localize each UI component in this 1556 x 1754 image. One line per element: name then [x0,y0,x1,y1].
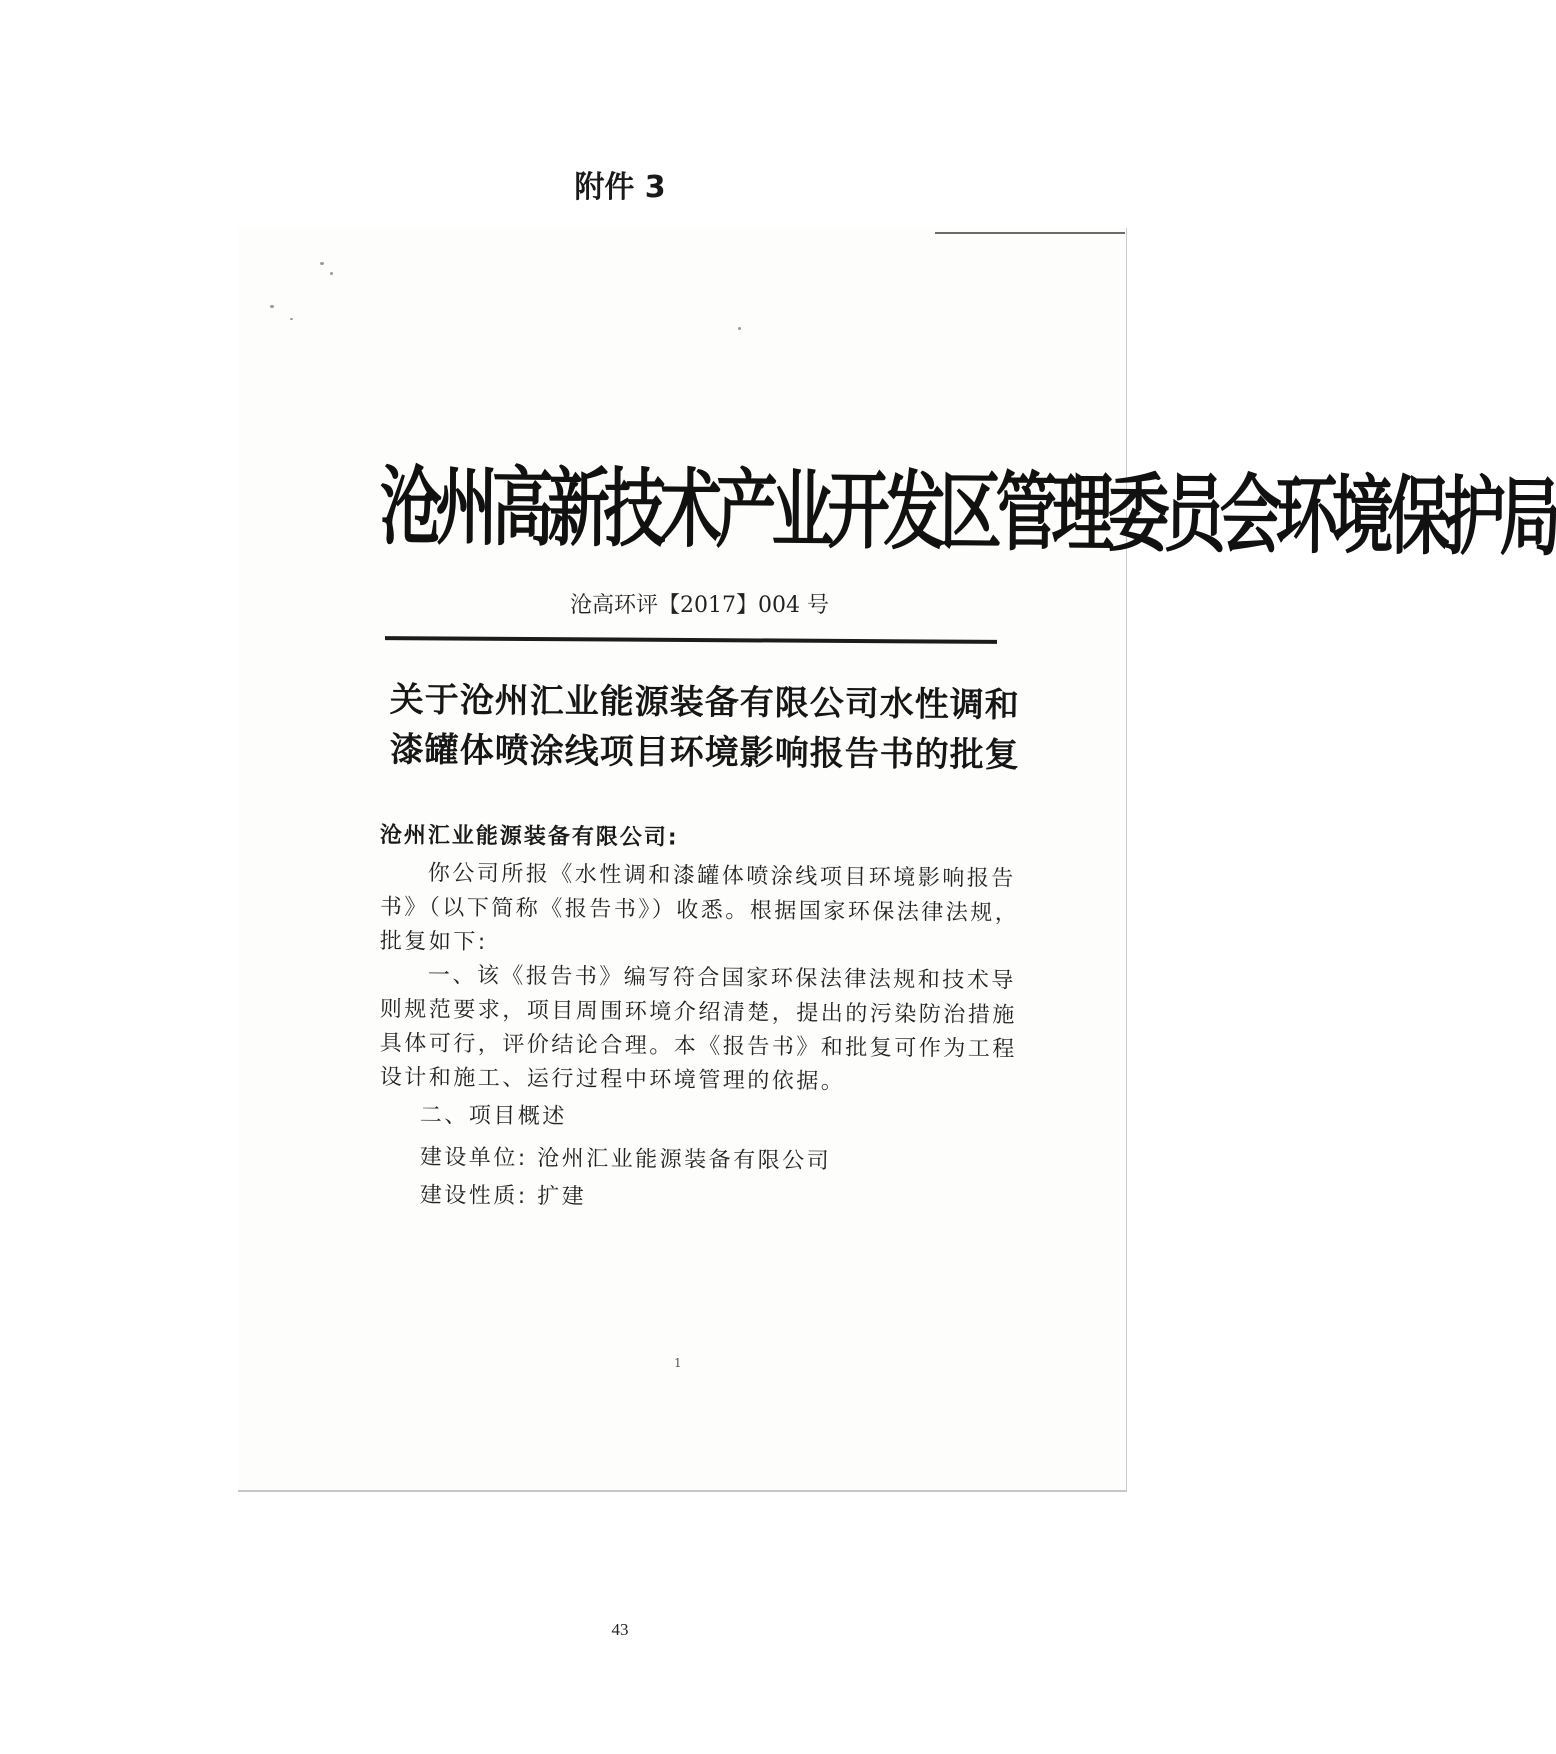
body-line: 建设单位: 沧州汇业能源装备有限公司 [419,1144,832,1174]
body-line: 则规范要求，项目周围环境介绍清楚，提出的污染防治措施 [379,996,1017,1029]
agency-name: 沧州高新技术产业开发区管理委员会环境保护局 [379,455,1556,569]
body-line: 批复如下: [379,928,488,956]
scan-speck [330,272,333,275]
page-number: 43 [611,1620,629,1639]
body-line: 你公司所报《水性调和漆罐体喷涂线项目环境影响报告 [427,860,1016,892]
scan-speck [738,327,741,330]
section-heading: 二、项目概述 [419,1102,567,1130]
scan-speck [290,318,293,320]
body-line: 书》（以下简称《报告书》）收悉。根据国家环保法律法规， [379,894,1020,927]
scan-speck [320,262,324,265]
body-line: 设计和施工、运行过程中环境管理的依据。 [379,1064,846,1095]
title-line-1: 关于沧州汇业能源装备有限公司水性调和 [389,679,1020,726]
inner-page-mark: 1 [674,1356,682,1370]
body-line: 具体可行，评价结论合理。本《报告书》和批复可作为工程 [379,1030,1017,1063]
scan-speck [270,305,274,308]
scan-edge-line [935,232,1125,234]
document-number: 沧高环评【2017】004 号 [570,593,829,618]
attachment-label: 附件 3 [574,170,666,205]
title-line-2: 漆罐体喷涂线项目环境影响报告书的批复 [389,729,1020,776]
body-line: 一、该《报告书》编写符合国家环保法律法规和技术导 [427,962,1016,994]
recipient: 沧州汇业能源装备有限公司: [379,822,679,851]
body-line: 建设性质: 扩建 [419,1182,587,1210]
